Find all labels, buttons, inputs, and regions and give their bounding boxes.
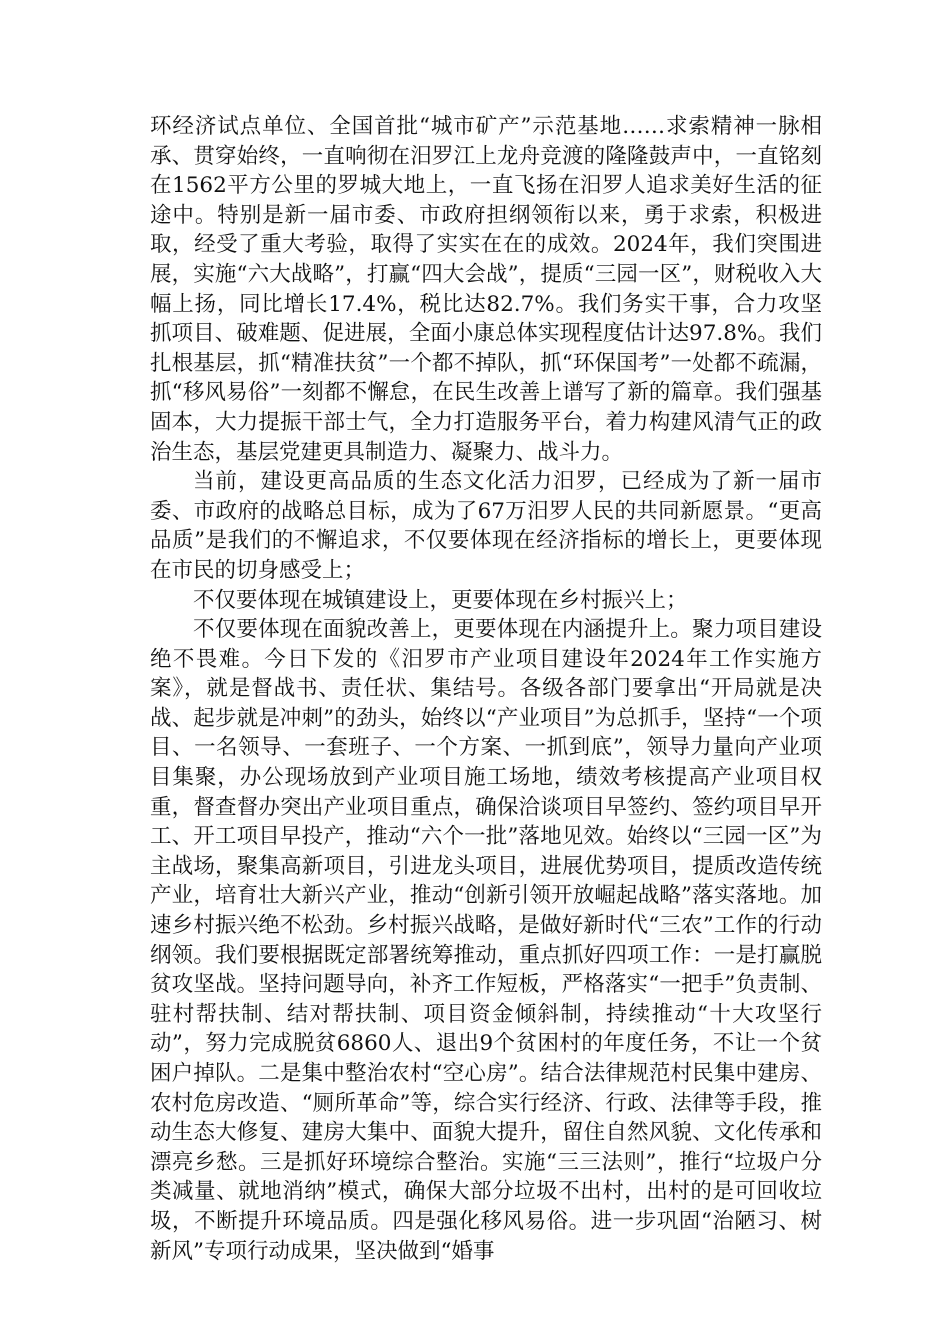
paragraph-1: 环经济试点单位、全国首批“城市矿产”示范基地……求索精神一脉相承、贯穿始终，一直响彻在汨罗江上龙舟竞渡的隆隆鼓声中，一直铭刻在1562平方公里的罗城大地上，一直飞扬在汨罗人追求美好生活的征途中。特别是新一届市委、市政府担纲领衔以来，勇于求索，积极进取，经受了重大考验，取得了实实在在的成效。2024年，我们突围进展，实施“六大战略”，打赢“四大会战”，提质“三园一区”，财税收入大幅上扬，同比增长17.4%，税比达82.7%。我们务实干事，合力攻坚抓项目、破难题、促进展，全面小康总体实现程度估计达97.8%。我们扎根基层，抓“精准扶贫”一个都不掉队，抓“环保国考”一处都不疏漏，抓“移风易俗”一刻都不懈怠，在民生改善上谱写了新的篇章。我们强基固本，大力提振干部士气，全力打造服务平台，着力构建风清气正的政治生态，基层党建更具制造力、凝聚力、战斗力。 (150, 114, 822, 465)
document-body (150, 112, 822, 1266)
paragraph-2: 当前，建设更高品质的生态文化活力汨罗，已经成为了新一届市委、市政府的战略总目标，成为了67万汨罗人民的共同新愿景。“更高品质”是我们的不懈追求，不仅要体现在经济指标的增长上，更要体现在市民的切身感受上； (150, 469, 822, 583)
paragraph-4: 不仅要体现在面貌改善上，更要体现在内涵提升上。聚力项目建设绝不畏难。今日下发的《汨罗市产业项目建设年2024年工作实施方案》，就是督战书、责任状、集结号。各级各部门要拿出“开局就是决战、起步就是冲刺”的劲头，始终以“产业项目”为总抓手，坚持“一个项目、一名领导、一套班子、一个方案、一抓到底”，领导力量向产业项目集聚，办公现场放到产业项目施工场地，绩效考核提高产业项目权重，督查督办突出产业项目重点，确保洽谈项目早签约、签约项目早开工、开工项目早投产，推动“六个一批”落地见效。始终以“三园一区”为主战场，聚集高新项目，引进龙头项目，进展优势项目，提质改造传统产业，培育壮大新兴产业，推动“创新引领开放崛起战略”落实落地。加速乡村振兴绝不松劲。乡村振兴战略，是做好新时代“三农”工作的行动纲领。我们要根据既定部署统筹推动，重点抓好四项工作：一是打赢脱贫攻坚战。坚持问题导向，补齐工作短板，严格落实“一把手”负责制、驻村帮扶制、结对帮扶制、项目资金倾斜制，持续推动“十大攻坚行动”，努力完成脱贫6860人、退出9个贫困村的年度任务，不让一个贫困户掉队。二是集中整治农村“空心房”。结合法律规范村民集中建房、农村危房改造、“厕所革命”等，综合实行经济、行政、法律等手段，推动生态大修复、建房大集中、面貌大提升，留住自然风貌、文化传承和漂亮乡愁。三是抓好环境综合整治。实施“三三法则”，推行“垃圾户分类减量、就地消纳”模式，确保大部分垃圾不出村，出村的是可回收垃圾，不断提升环境品质。四是强化移风易俗。进一步巩固“治陋习、树新风”专项行动成果，坚决做到“婚事 (150, 617, 822, 1264)
paragraph-3: 不仅要体现在城镇建设上，更要体现在乡村振兴上； (193, 587, 688, 613)
